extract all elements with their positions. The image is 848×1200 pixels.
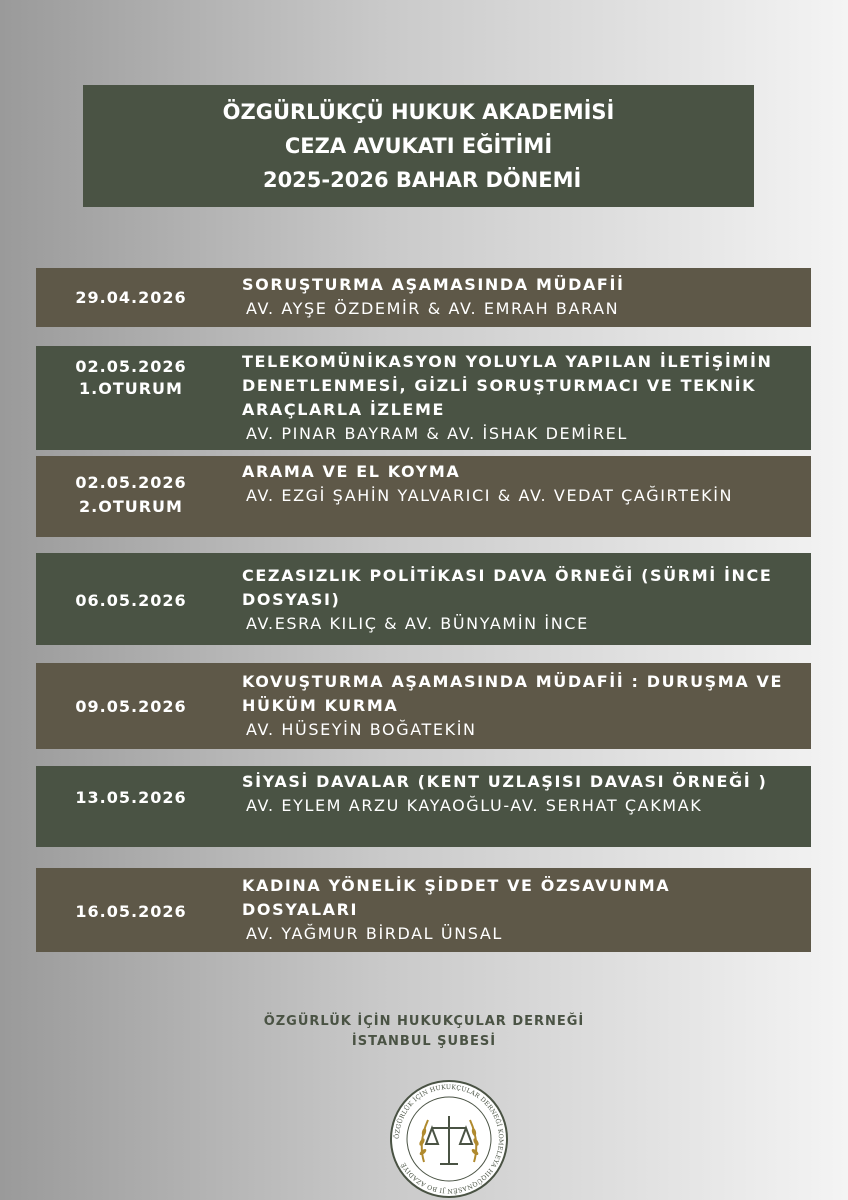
session-title: ARAMA VE EL KOYMA [242,462,461,481]
header-title-term: 2025-2026 BAHAR DÖNEMİ [255,168,582,192]
session-row-2 [36,346,811,450]
header-title-academy: ÖZGÜRLÜKÇÜ HUKUK AKADEMİSİ [222,100,615,124]
session-date: 02.05.2026 [75,473,187,492]
association-logo [388,1078,510,1200]
session-row-6 [36,766,811,847]
session-number: 1.OTURUM [79,379,183,398]
organization-name: ÖZGÜRLÜK İÇİN HUKUKÇULAR DERNEĞİ [263,1014,585,1029]
session-speaker: AV. AYŞE ÖZDEMİR & AV. EMRAH BARAN [246,299,620,318]
session-title: SİYASİ DAVALAR (KENT UZLAŞISI DAVASI ÖRNEĞİ ) [242,772,768,791]
session-date: 13.05.2026 [75,788,187,807]
session-speaker: AV. YAĞMUR BİRDAL ÜNSAL [246,924,503,943]
header-banner [83,85,754,207]
organization-footer [0,1012,848,1052]
session-date: 29.04.2026 [75,288,187,307]
session-speaker: AV. EZGİ ŞAHİN YALVARICI & AV. VEDAT ÇAĞIRTEKİN [246,486,734,505]
session-date: 09.05.2026 [75,697,187,716]
session-speaker: AV.ESRA KILIÇ & AV. BÜNYAMİN İNCE [246,614,589,633]
session-row-3 [36,456,811,537]
session-row-1 [36,268,811,327]
session-title: KOVUŞTURMA AŞAMASINDA MÜDAFİİ : DURUŞMA VE HÜKÜM KURMA [242,672,783,715]
session-speaker: AV. HÜSEYİN BOĞATEKİN [246,720,477,739]
logo-ring-text: ÖZGÜRLÜK İÇİN HUKUKÇULAR DERNEĞİ KOMELEYA HIQÛQNASÊN JI BO AZADIYÊ [393,1083,505,1195]
session-date: 16.05.2026 [75,902,187,921]
session-speaker: AV. EYLEM ARZU KAYAOĞLU-AV. SERHAT ÇAKMAK [246,796,703,815]
session-title: SORUŞTURMA AŞAMASINDA MÜDAFİİ [242,275,625,294]
session-title: KADINA YÖNELİK ŞİDDET VE ÖZSAVUNMA DOSYALARI [242,876,671,919]
session-row-4 [36,553,811,645]
session-row-5 [36,663,811,749]
header-title-course: CEZA AVUKATI EĞİTİMİ [284,134,553,158]
session-title: TELEKOMÜNİKASYON YOLUYLA YAPILAN İLETİŞİMİN DENETLENMESİ, GİZLİ SORUŞTURMACI VE TEKNİK ARAÇLARLA İZLEME [242,352,773,419]
session-date: 02.05.2026 [75,357,187,376]
session-date: 06.05.2026 [75,591,187,610]
organization-branch: İSTANBUL ŞUBESİ [351,1034,497,1049]
session-number: 2.OTURUM [79,497,183,516]
session-row-7 [36,868,811,952]
session-title: CEZASIZLIK POLİTİKASI DAVA ÖRNEĞİ (SÜRMİ İNCE DOSYASI) [242,566,773,609]
session-speaker: AV. PINAR BAYRAM & AV. İSHAK DEMİREL [246,424,628,443]
